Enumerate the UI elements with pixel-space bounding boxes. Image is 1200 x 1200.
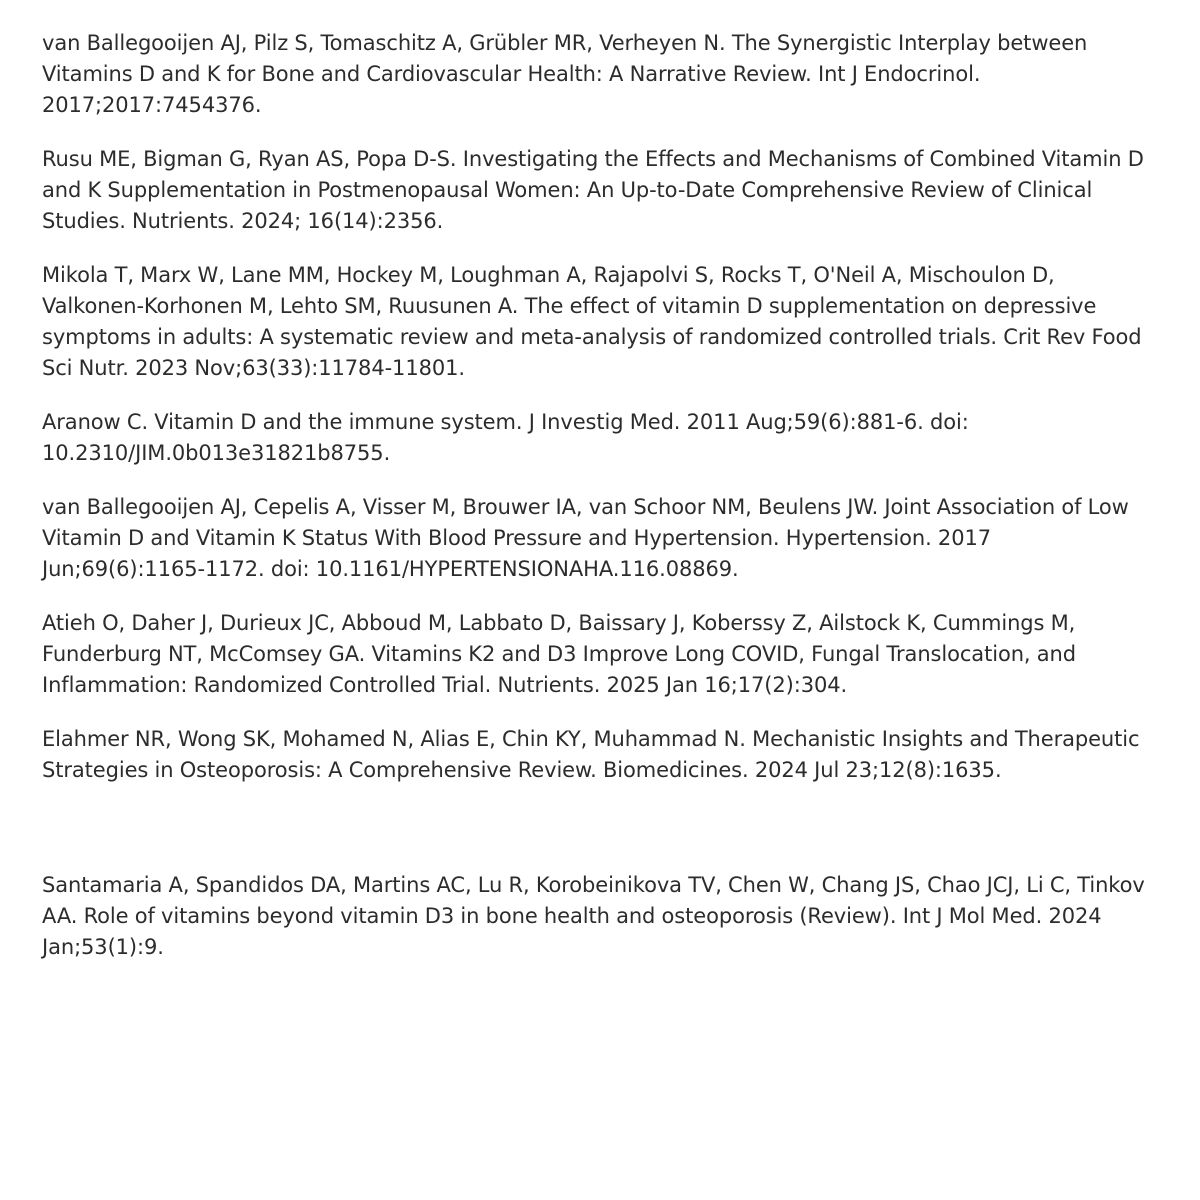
reference-entry: Santamaria A, Spandidos DA, Martins AC, Lu R, Korobeinikova TV, Chen W, Chang JS, Chao JCJ, Li C, Tinkov AA. Role of vitamins beyond vitamin D3 in bone health and osteoporosis (Review). Int J Mol Med. 2024 Jan;53(1):9.: [42, 873, 1145, 959]
reference-entry: Rusu ME, Bigman G, Ryan AS, Popa D-S. Investigating the Effects and Mechanisms of Combined Vitamin D and K Supplementation in Postmenopausal Women: An Up-to-Date Comprehensive Review of Clinical Studies. Nutrients. 2024; 16(14):2356.: [42, 147, 1144, 233]
reference-entry: Aranow C. Vitamin D and the immune system. J Investig Med. 2011 Aug;59(6):881-6. doi: 10.2310/JIM.0b013e31821b8755.: [42, 410, 969, 465]
reference-entry: van Ballegooijen AJ, Pilz S, Tomaschitz A, Grübler MR, Verheyen N. The Synergistic Interplay between Vitamins D and K for Bone and Cardiovascular Health: A Narrative Review. Int J Endocrinol. 2017;2017:7454376.: [42, 31, 1088, 117]
reference-entry: Elahmer NR, Wong SK, Mohamed N, Alias E, Chin KY, Muhammad N. Mechanistic Insights and Therapeutic Strategies in Osteoporosis: A Comprehensive Review. Biomedicines. 2024 Jul 23;12(8):1635.: [42, 727, 1140, 782]
reference-entry: Atieh O, Daher J, Durieux JC, Abboud M, Labbato D, Baissary J, Koberssy Z, Ailstock K, Cummings M, Funderburg NT, McComsey GA. Vitamins K2 and D3 Improve Long COVID, Fungal Translocation, and Inflammation: Randomized Controlled Trial. Nutrients. 2025 Jan 16;17(2):304.: [42, 611, 1076, 697]
reference-list: [42, 28, 1148, 986]
reference-entry: van Ballegooijen AJ, Cepelis A, Visser M, Brouwer IA, van Schoor NM, Beulens JW. Joint Association of Low Vitamin D and Vitamin K Status With Blood Pressure and Hypertension. Hypertension. 2017 Jun;69(6):1165-1172. doi: 10.1161/HYPERTENSIONAHA.116.08869.: [42, 495, 1129, 581]
reference-entry: Mikola T, Marx W, Lane MM, Hockey M, Loughman A, Rajapolvi S, Rocks T, O'Neil A, Mischoulon D, Valkonen-Korhonen M, Lehto SM, Ruusunen A. The effect of vitamin D supplementation on depressive symptoms in adults: A systematic review and meta-analysis of randomized controlled trials. Crit Rev Food Sci Nutr. 2023 Nov;63(33):11784-11801.: [42, 263, 1142, 380]
